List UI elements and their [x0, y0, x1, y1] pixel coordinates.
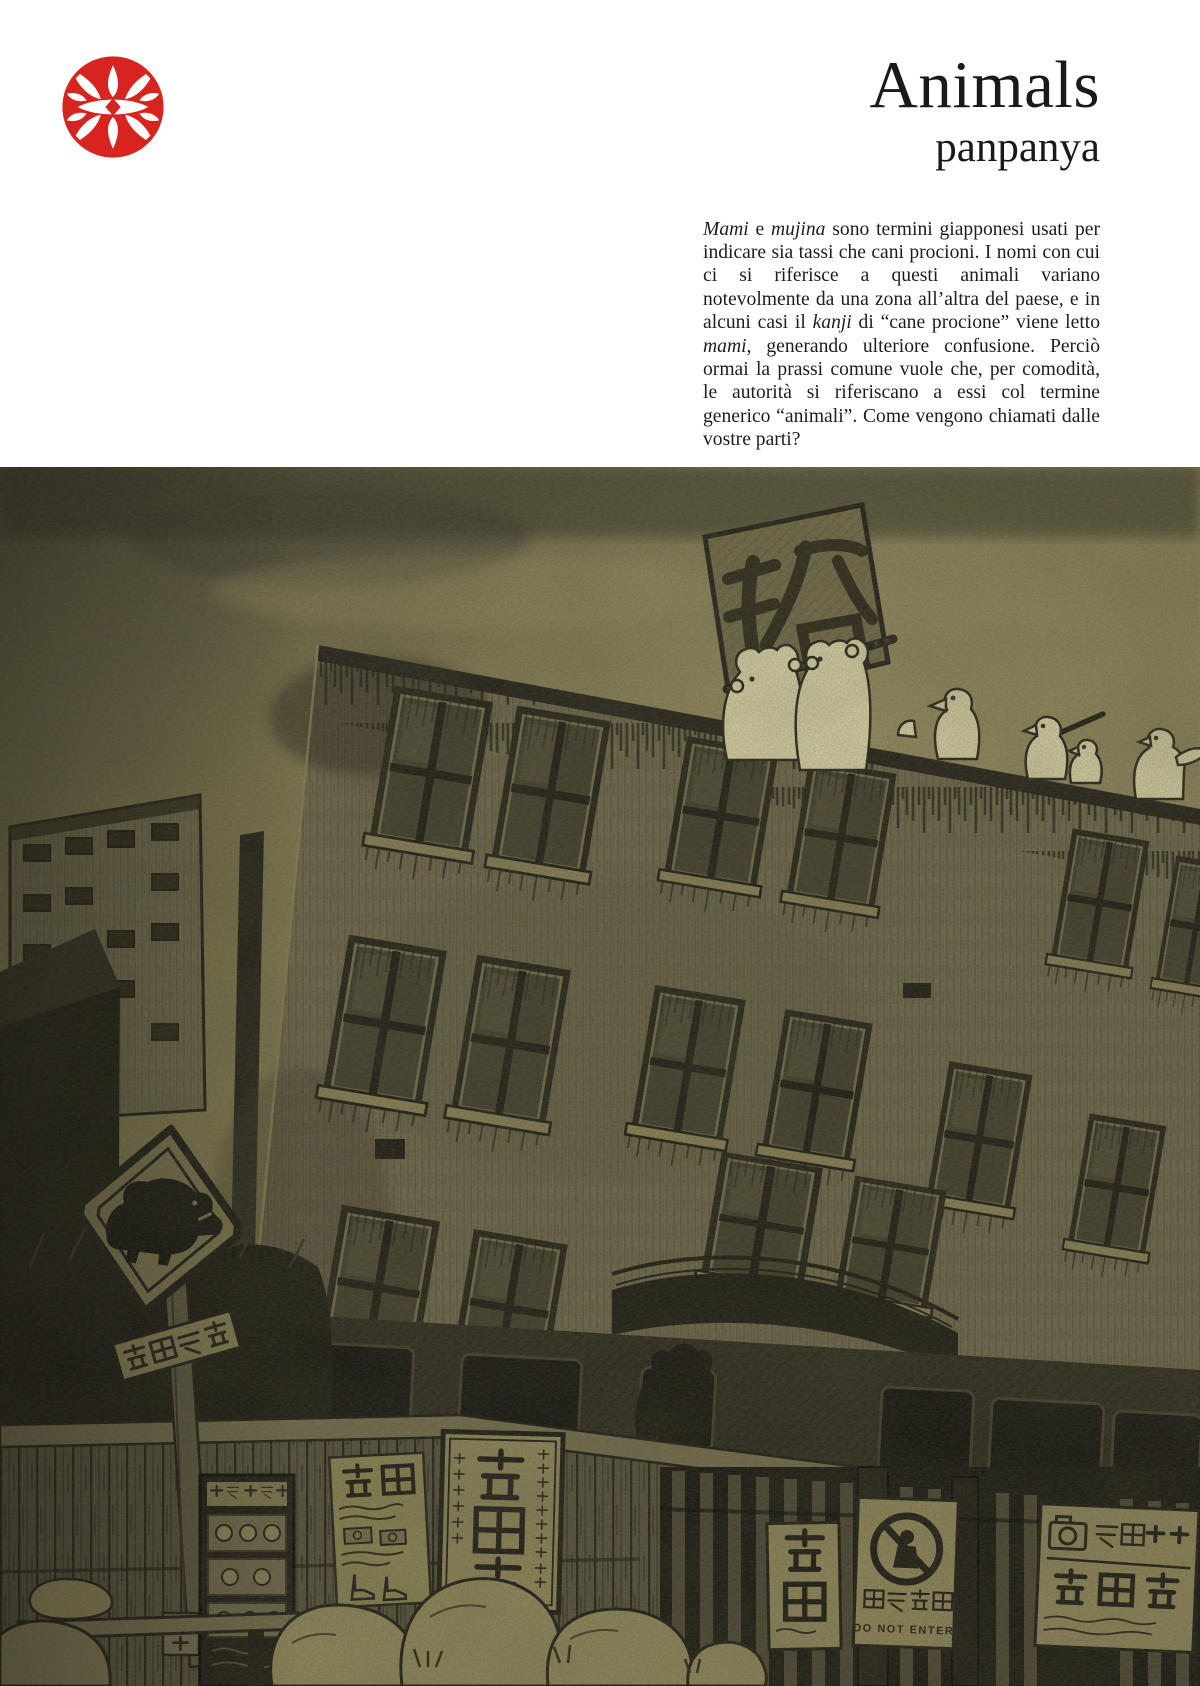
- ornamental-red-emblem-icon: [62, 56, 163, 157]
- page-title: Animals: [869, 48, 1100, 122]
- vignette: [0, 467, 1200, 1686]
- publisher-logo: [58, 50, 168, 164]
- illustration: [0, 467, 1200, 1686]
- page-author: panpanya: [935, 124, 1100, 171]
- intro-paragraph: Mami e mujina sono termini giapponesi usati per indicare sia tassi che cani procioni. I nomi con cui ci si riferisce a questi animali variano notevolmente da una zona all’altra del paese, e in alcuni casi il kanji di “cane procione” viene letto mami, generando ulteriore confusione. Perciò ormai la prassi comune vuole che, per comodità, le autorità si riferiscano a essi col termine generico “animali”. Come vengono chiamati dalle vostre parti?: [703, 218, 1101, 451]
